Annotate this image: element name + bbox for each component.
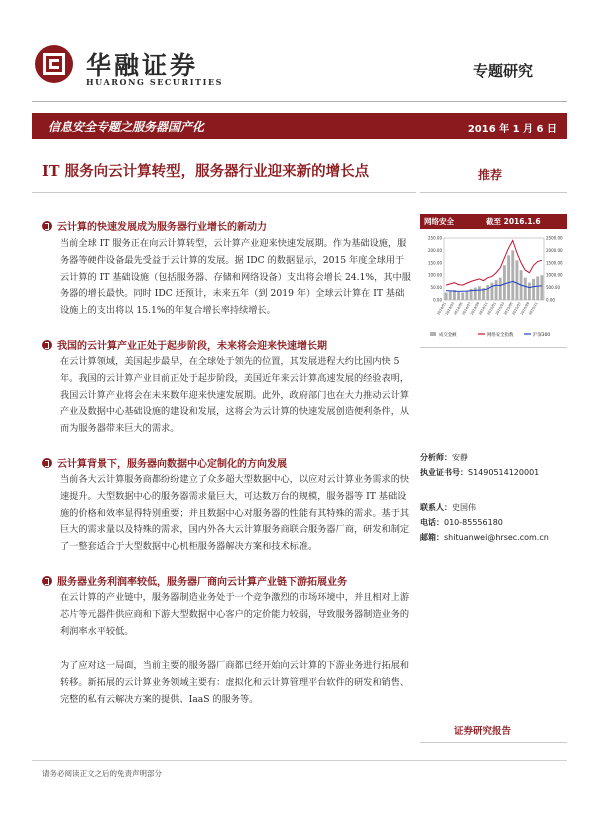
y-left-tick-label: 200.00 (428, 247, 442, 253)
section-paragraph: 当前各大云计算服务商都纷纷建立了众多超大型数据中心，以应对云计算业务需求的快速提升。大型数据中心的服务器需求量巨大，可达数万台的规模，服务器等 IT 基础设施的价格和效率显得特别重要；并且数据中心对服务器的性能有其特殊的需求。基于其巨大的需求量以及特殊的需求，国内外各大云计算服务商联合服务器厂商，研发和制定了一整套适合于大型数据中心机柜服务器解决方案和技术标准。 (60, 474, 410, 553)
x-tick-label: 2014/07 (461, 301, 472, 316)
contact-phone-row (420, 517, 503, 528)
phone-label: 电话： (420, 518, 444, 527)
hs300-line (446, 281, 542, 291)
topic-banner (32, 113, 567, 139)
bullet-icon (42, 340, 52, 350)
volume-bar (490, 283, 493, 300)
banner-date: 2016 年 1 月 6 日 (467, 124, 557, 135)
cert-number: S1490514120001 (468, 468, 540, 477)
legend-label: 成交金额 (439, 333, 457, 338)
y-left-tick-label: 50.00 (430, 285, 442, 291)
bullet-icon (42, 221, 52, 231)
volume-bar (486, 285, 489, 300)
section-heading (42, 573, 347, 588)
x-tick-label: 2014/11 (478, 301, 489, 316)
analyst-name: 安静 (452, 453, 468, 462)
index-line (446, 240, 542, 285)
volume-bar (461, 293, 464, 300)
volume-bar (511, 250, 514, 300)
y-right-tick-label: 2000.00 (546, 247, 563, 253)
y-left-tick-label: 150.00 (428, 260, 442, 266)
cert-label: 执业证书号： (420, 468, 468, 477)
banner-title: 信息安全专题之服务器国产化 (48, 120, 205, 134)
volume-bar (536, 276, 539, 300)
x-tick-label: 2015/09 (519, 301, 531, 316)
y-right-tick-label: 1500.00 (546, 260, 563, 266)
volume-bar (540, 275, 543, 300)
volume-bar (478, 286, 481, 300)
x-tick-label: 2015/03 (494, 301, 506, 316)
y-right-tick-label: 0.00 (546, 297, 555, 303)
section-heading-text: 云计算背景下，服务器向数据中心定制化的方向发展 (57, 459, 287, 470)
email-label: 邮箱： (420, 533, 444, 542)
title-divider-right (420, 192, 567, 193)
contact-email-row (420, 532, 549, 543)
volume-bar (445, 293, 448, 300)
volume-bar (499, 278, 502, 300)
analyst-name-row (420, 452, 468, 463)
volume-bar (524, 278, 527, 300)
x-tick-label: 2015/11 (528, 301, 539, 316)
stock-chart-header (420, 214, 567, 229)
email-address[interactable]: shituanwei@hrsec.com.cn (444, 533, 549, 542)
report-type-label: 专题研究 (472, 62, 533, 80)
analyst-label: 分析师： (420, 453, 452, 462)
title-divider (32, 192, 416, 193)
footer-divider-right (420, 742, 567, 743)
section-paragraph: 当前全球 IT 服务正在向云计算转型，云计算产业迎来快速发展期。作为基础设施，服务器等硬件设备最先受益于云计算的发展。据 IDC 的数据显示，2015 年度全球用于云计算的 IT 基础设施（包括服务器、存储和网络设备）支出将会增长 24.1%，其中服务器的增长最快。同时 IDC 还预计，未来五年（到 2019 年）全球云计算在 IT 基础设施上的支出将以 15.1%的年复合增长率持续增长。 (60, 238, 411, 317)
stock-sector-name: 网络安全 (424, 217, 454, 226)
x-tick-label: 2014/01 (436, 301, 447, 316)
x-tick-label: 2015/05 (503, 301, 514, 316)
legend-label: 沪深300 (533, 333, 551, 338)
bullet-icon (42, 576, 52, 586)
legend-label: 网络安全指数 (487, 333, 514, 338)
volume-bar (503, 265, 506, 300)
section-heading-text: 服务器业务利润率较低，服务器厂商向云计算产业链下游拓展业务 (57, 577, 347, 588)
section-heading (42, 455, 287, 470)
x-tick-label: 2014/05 (453, 301, 464, 316)
volume-bar (474, 288, 477, 300)
section-paragraph: 在云计算领域，美国起步最早，在全球处于领先的位置，其发展进程大约比国内快 5 年。我国的云计算产业目前正处于起步阶段，美国近年来云计算高速发展的经验表明，我国云计算产业将会在未来数年迎来快速发展期。此外，政府部门也在大力推动云计算产业及数据中心基础设施的建设和发展，这将会为云计算的快速发展创造便利条件，从而为服务器带来巨大的需求。 (60, 356, 410, 435)
volume-bar (457, 292, 460, 300)
section-paragraph: 在云计算的产业链中，服务器制造业务处于一个竞争激烈的市场环境中，并且相对上游芯片等元器件供应商和下游大型数据中心客户的定价能力较弱，导致服务器制造业务的利润率水平较低。 (60, 592, 410, 637)
volume-bar (449, 291, 452, 300)
disclaimer-note: 请务必阅读正文之后的免责声明部分 (42, 769, 162, 778)
phone-number: 010-85556180 (444, 518, 503, 527)
x-tick-label: 2015/01 (486, 301, 497, 316)
volume-bar (515, 260, 518, 300)
legend-swatch-bar (430, 332, 436, 336)
sector-index-chart (420, 232, 567, 342)
volume-bar (507, 255, 510, 300)
company-logo-icon (34, 44, 74, 84)
analyst-cert-row (420, 467, 539, 478)
contact-name-row (420, 502, 476, 513)
brand-name-cn: 华融证券 (86, 51, 199, 80)
volume-bar (465, 291, 468, 300)
y-right-tick-label: 500.00 (546, 285, 560, 291)
volume-bar (495, 280, 498, 300)
volume-bar (532, 279, 535, 300)
footer-report-label: 证券研究报告 (454, 726, 512, 737)
rating-label: 推荐 (478, 168, 503, 182)
bullet-icon (42, 458, 52, 468)
report-title: IT 服务向云计算转型，服务器行业迎来新的增长点 (42, 163, 370, 180)
volume-bar (528, 283, 531, 300)
section-paragraph: 为了应对这一局面，当前主要的服务器厂商都已经开始向云计算的下游业务进行拓展和转移。新拓展的云计算业务领域主要有：虚拟化和云计算管理平台软件的研发和销售、完整的私有云解决方案的提供、IaaS 的服务等。 (60, 660, 410, 705)
y-left-tick-label: 250.00 (428, 235, 442, 241)
y-left-tick-label: 0.00 (433, 297, 442, 303)
y-right-tick-label: 2500.00 (546, 235, 563, 241)
section-heading (42, 337, 327, 352)
section-heading-text: 我国的云计算产业正处于起步阶段，未来将会迎来快速增长期 (57, 341, 327, 352)
brand-name-en: HUARONG SECURITIES (86, 77, 224, 87)
chart-divider (420, 347, 567, 348)
contact-name: 史国伟 (452, 503, 476, 512)
x-tick-label: 2015/07 (511, 301, 522, 316)
stock-date: 截至 2016.1.6 (486, 217, 541, 226)
footer-divider (32, 760, 567, 761)
section-heading (42, 218, 267, 233)
header-divider (32, 101, 567, 102)
section-heading-text: 云计算的快速发展成为服务器行业增长的新动力 (57, 222, 267, 233)
x-tick-label: 2014/09 (469, 301, 481, 316)
x-tick-label: 2014/03 (444, 301, 456, 316)
y-left-tick-label: 100.00 (428, 272, 442, 278)
y-right-tick-label: 1000.00 (546, 272, 563, 278)
contact-label: 联系人： (420, 503, 452, 512)
